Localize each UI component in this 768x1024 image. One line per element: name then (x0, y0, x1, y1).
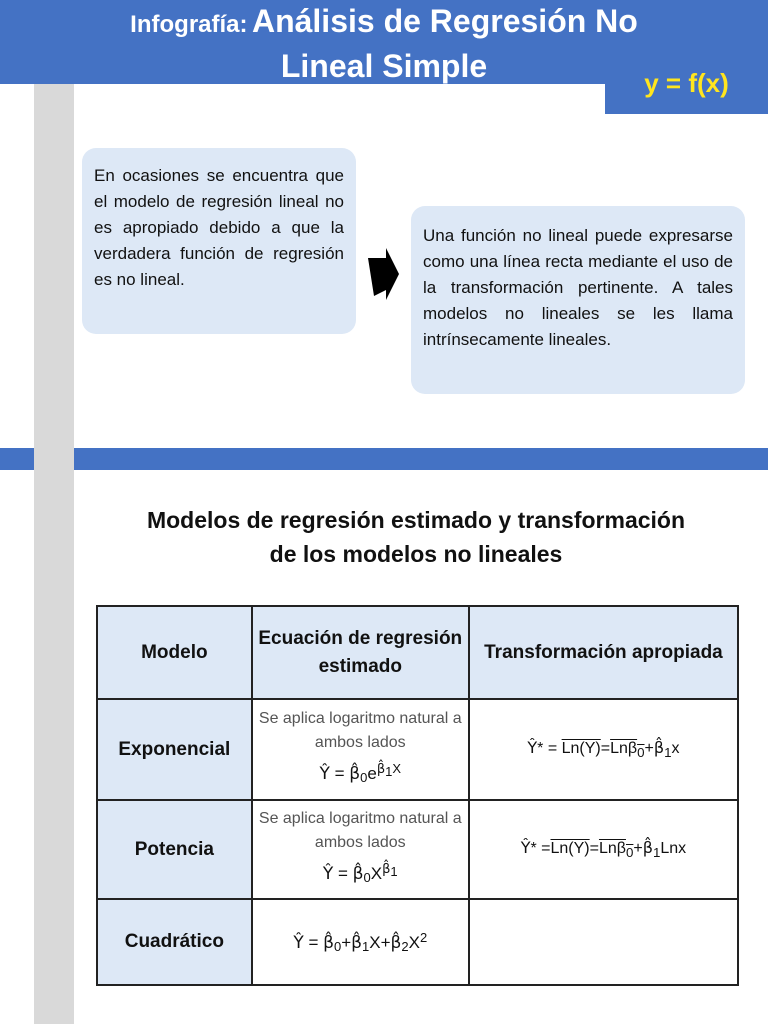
transformation-cell: Ŷ* $=Ln(Y)=Ln\beta_0+\betâ_1Lnx$ (469, 800, 738, 899)
models-table (96, 605, 739, 986)
section-title-line2: de los modelos no lineales (269, 541, 563, 567)
table-row (97, 699, 738, 800)
transformation-cell (469, 899, 738, 985)
arrow-right-icon (366, 248, 400, 300)
transformation-cell: Ŷ* = $Ln(Y)=Ln\beta_0+\betâ_1x$ (469, 699, 738, 800)
header-transformacion: Transformación apropiada (469, 606, 738, 699)
formula-text: y = f(x) (644, 68, 729, 98)
intro-left-bubble (82, 148, 356, 334)
section-divider (0, 448, 768, 470)
intro-right-bubble (411, 206, 745, 394)
equation-cell (252, 699, 469, 800)
section-title (60, 503, 768, 571)
equation-cell (252, 800, 469, 899)
header-modelo: Modelo (97, 606, 252, 699)
model-name: Cuadrático (97, 899, 252, 985)
divider-sidebar-overlap (34, 448, 74, 470)
equation-note: Se aplica logaritmo natural a ambos lados (258, 710, 462, 751)
title-prefix: Infografía: (130, 11, 248, 38)
equation-formula: Ŷ = $\betâ_0e^{\betâ_1X}$ (319, 761, 402, 785)
header-ecuacion: Ecuación de regresión estimado (252, 606, 469, 699)
title-line2: Lineal Simple (280, 48, 488, 84)
equation-note: Se aplica logaritmo natural a ambos lados (258, 810, 462, 851)
model-name: Exponencial (97, 699, 252, 800)
formula-badge (605, 56, 768, 114)
table-row (97, 800, 738, 899)
table-header-row (97, 606, 738, 699)
intro-left-text: En ocasiones se encuentra que el modelo de regresión lineal no es apropiado debido a que la verdadera función de regresión es no lineal. (94, 166, 344, 289)
intro-right-text: Una función no lineal puede expresarse como una línea recta mediante el uso de la transformación pertinente. A tales modelos no lineales se les llama intrínsecamente lineales. (423, 226, 733, 349)
model-name: Potencia (97, 800, 252, 899)
equation-cell (252, 899, 469, 985)
table-row (97, 899, 738, 985)
equation-formula: Ŷ = $\betâ_0+\betâ_1X+\betâ_2X^2$ (293, 929, 428, 954)
title-line1: Análisis de Regresión No (251, 3, 638, 39)
equation-formula: Ŷ = $\betâ_0X^{\betâ_1}$ (322, 862, 398, 885)
section-title-line1: Modelos de regresión estimado y transformación (146, 507, 686, 533)
